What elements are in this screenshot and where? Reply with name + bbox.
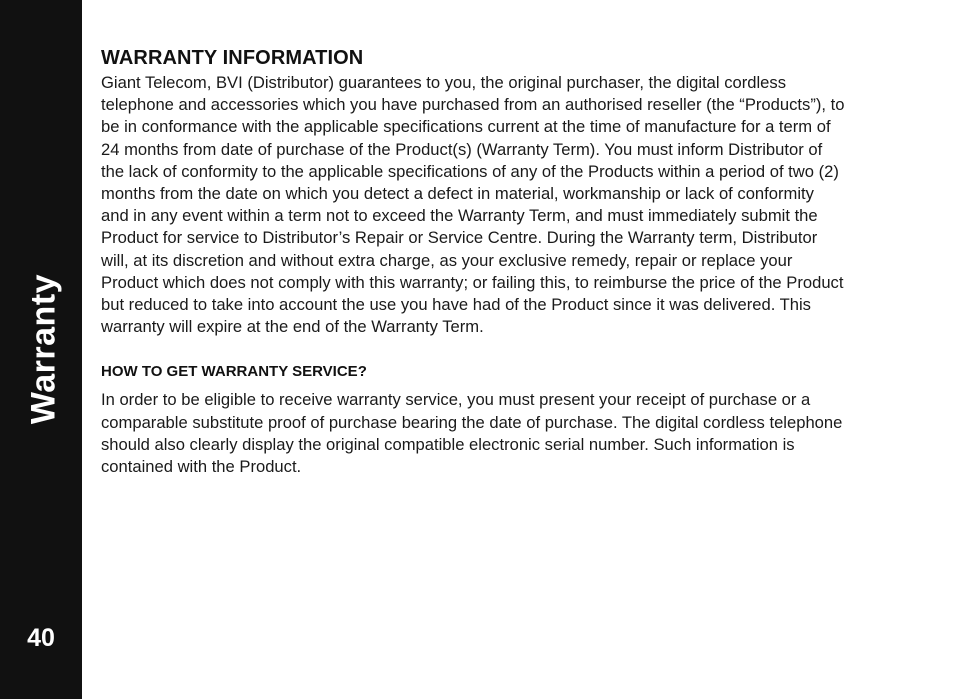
page-content xyxy=(101,44,846,478)
warranty-information-body: Giant Telecom, BVI (Distributor) guarantees to you, the original purchaser, the digital cordless telephone and accessories which you have purchased from an authorised reseller (the “Products”), to be in conformance with the applicable specifications current at the time of manufacture for a term of 24 months from date of purchase of the Product(s) (Warranty Term). You must inform Distributor of the lack of conformity to the applicable specifications of any of the Products within a period of two (2) months from the date on which you detect a defect in material, workmanship or lack of conformity and in any event within a term not to exceed the Warranty Term, and must immediately submit the Product for service to Distributor’s Repair or Service Centre. During the Warranty term, Distributor will, at its discretion and without extra charge, as your exclusive remedy, repair or replace your Product which does not comply with this warranty; or failing this, to reimburse the price of the Product but reduced to take into account the use you have had of the Product since it was delivered. This warranty will expire at the end of the Warranty Term. xyxy=(101,73,845,337)
side-tab-title: Warranty xyxy=(24,273,63,425)
warranty-service-heading: HOW TO GET WARRANTY SERVICE? xyxy=(101,363,367,381)
page-number: 40 xyxy=(27,624,55,652)
warranty-information-heading: WARRANTY INFORMATION xyxy=(101,47,364,69)
side-tab xyxy=(0,0,82,699)
warranty-service-body: In order to be eligible to receive warranty service, you must present your receipt of purchase or a comparable substitute proof of purchase bearing the date of purchase. The digital cordless telephone should also clearly display the original compatible electronic serial number. Such information is contained with the Product. xyxy=(101,390,843,477)
